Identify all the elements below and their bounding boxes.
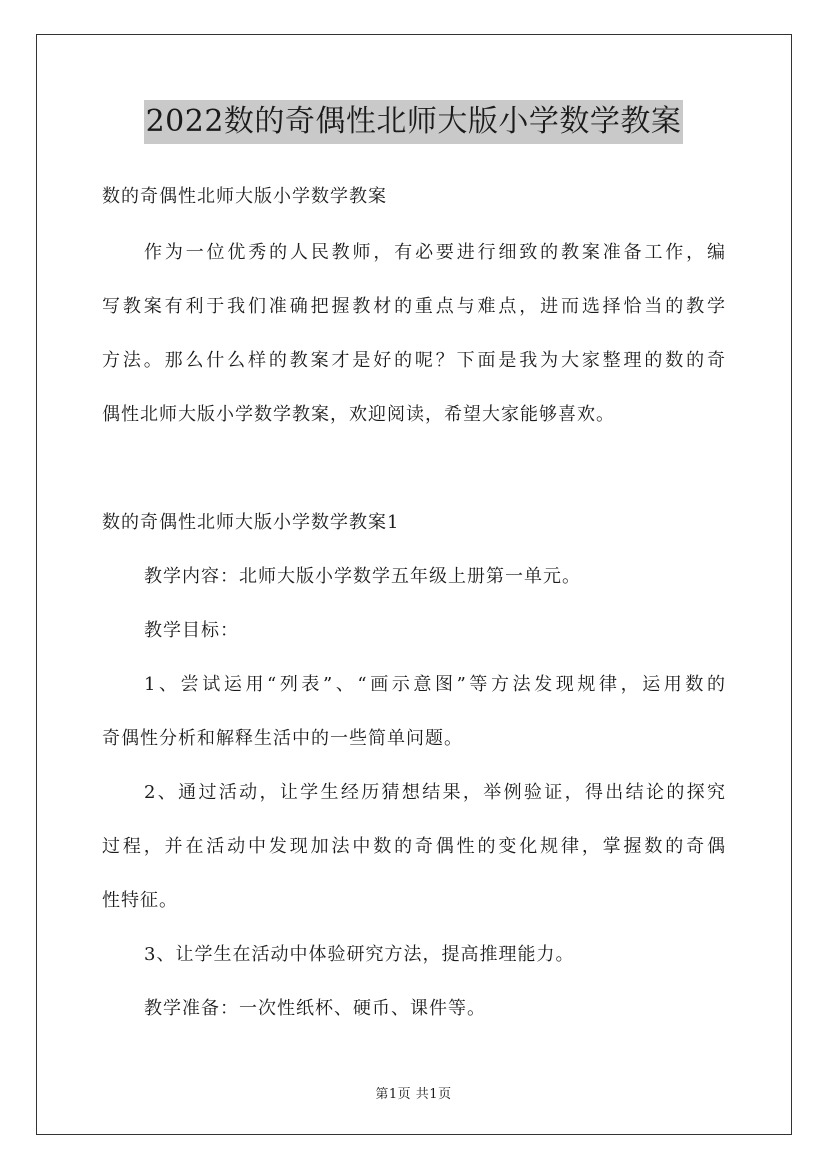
document-title: 2022数的奇偶性北师大版小学数学教案 (144, 100, 684, 144)
goal2-line-1: 2、通过活动，让学生经历猜想结果，举例验证，得出结论的探究 (144, 782, 726, 803)
goal1-line-1: 1、尝试运用“列表”、“画示意图”等方法发现规律，运用数的 (144, 674, 726, 695)
intro-line-2: 写教案有利于我们准确把握教材的重点与难点，进而选择恰当的教学 (102, 296, 726, 317)
goal3: 3、让学生在活动中体验研究方法，提高推理能力。 (144, 944, 575, 965)
teaching-content: 教学内容：北师大版小学数学五年级上册第一单元。 (144, 566, 581, 587)
title-container (0, 100, 827, 144)
goals-label: 教学目标： (144, 620, 239, 641)
intro-line-4: 偶性北师大版小学数学教案，欢迎阅读，希望大家能够喜欢。 (102, 404, 615, 425)
goal2-line-3: 性特征。 (102, 890, 178, 911)
intro-line-1: 作为一位优秀的人民教师，有必要进行细致的教案准备工作，编 (144, 242, 726, 263)
page-number: 第1页 共1页 (375, 1087, 452, 1102)
subtitle: 数的奇偶性北师大版小学数学教案 (102, 186, 387, 207)
goal1-line-2: 奇偶性分析和解释生活中的一些简单问题。 (102, 728, 463, 749)
teaching-prep: 教学准备：一次性纸杯、硬币、课件等。 (144, 998, 486, 1019)
goal2-line-2: 过程，并在活动中发现加法中数的奇偶性的变化规律，掌握数的奇偶 (102, 836, 726, 857)
intro-line-3: 方法。那么什么样的教案才是好的呢？下面是我为大家整理的数的奇 (102, 350, 726, 371)
section-heading: 数的奇偶性北师大版小学数学教案1 (102, 512, 400, 533)
